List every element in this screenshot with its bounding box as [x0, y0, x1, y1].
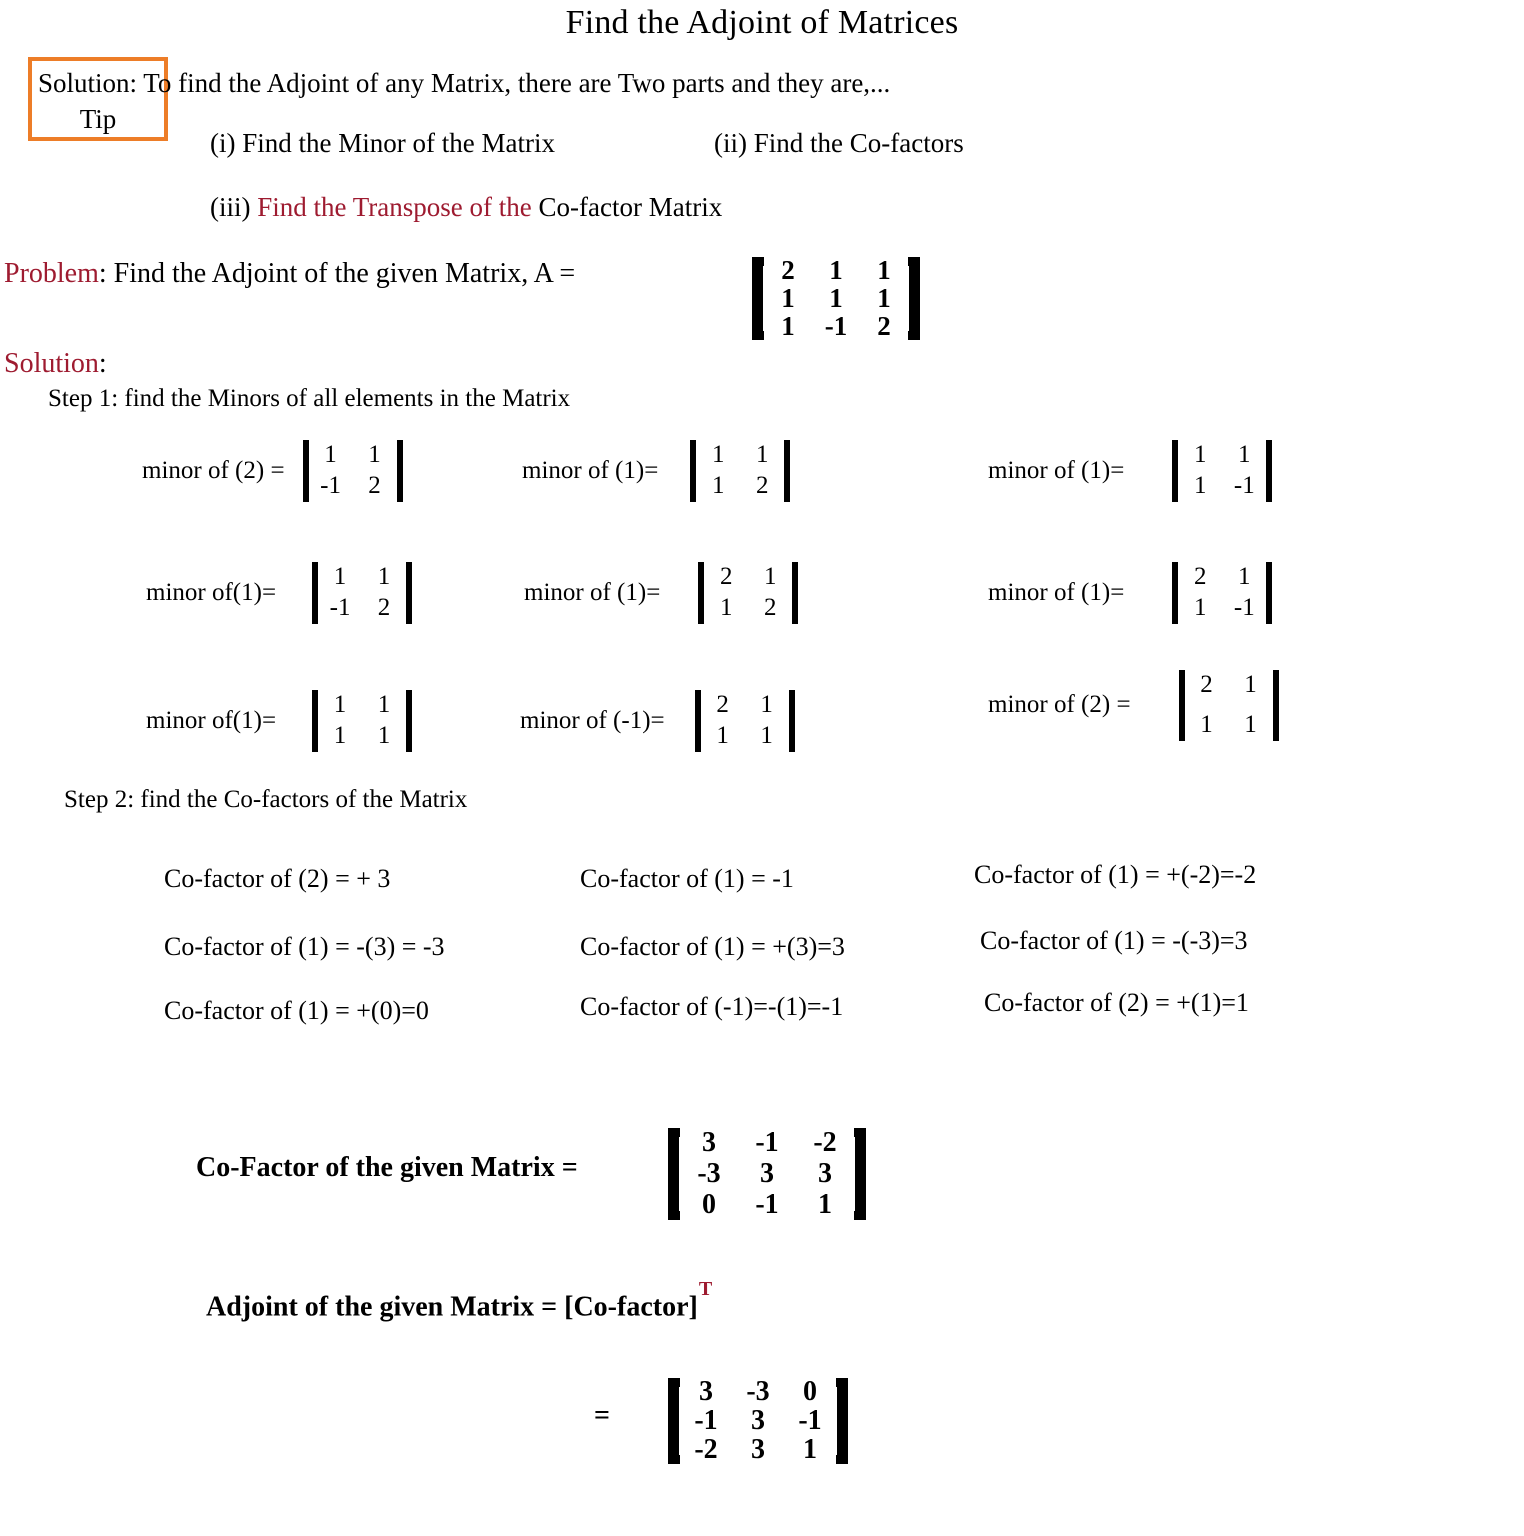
minor-item: [988, 562, 1272, 624]
determinant-bar-icon: [406, 690, 412, 752]
cofactor-line: Co-factor of (2) = + 3: [164, 864, 391, 893]
determinant-cell: 1: [1238, 441, 1251, 468]
matrix-cell: 3: [760, 1157, 774, 1189]
matrix-cell: 1: [877, 282, 891, 313]
determinant-bar-icon: [1273, 670, 1279, 741]
tip-label: Tip: [79, 104, 117, 134]
table-row: [318, 593, 406, 624]
minor-label: minor of (1)=: [988, 578, 1125, 606]
equals-sign: =: [594, 1400, 610, 1431]
determinant-cell: 1: [1244, 710, 1257, 738]
table-row: [309, 440, 397, 471]
determinant-cell: 1: [712, 471, 725, 499]
matrix-a: [752, 257, 920, 340]
left-bracket-icon: [752, 257, 764, 340]
problem-label: Problem: [4, 258, 99, 289]
determinant-grid: [704, 562, 792, 624]
determinant-grid: [1178, 562, 1266, 624]
determinant-grid: [318, 562, 406, 624]
table-row: [318, 721, 406, 752]
matrix-cell: 1: [818, 1188, 832, 1220]
determinant-bar-icon: [1266, 440, 1272, 502]
determinant-cell: 2: [368, 471, 381, 499]
table-row: [764, 282, 908, 313]
determinant-bar-icon: [1266, 562, 1272, 624]
determinant-cell: 1: [1200, 710, 1213, 738]
determinant-cell: 1: [368, 441, 381, 468]
matrix-cell: 3: [702, 1127, 716, 1158]
determinant: [303, 440, 403, 502]
adjoint-title: [206, 1278, 713, 1323]
matrix-a-grid: [764, 257, 908, 340]
matrix-cell: -3: [697, 1157, 721, 1189]
determinant: [312, 562, 412, 624]
determinant-bar-icon: [397, 440, 403, 502]
determinant-cell: 2: [756, 471, 769, 499]
determinant-cell: 1: [1238, 563, 1251, 590]
adjoint-matrix-grid: [680, 1378, 836, 1464]
determinant: [1179, 670, 1279, 741]
problem-text: : Find the Adjoint of the given Matrix, A =: [98, 258, 576, 289]
determinant-cell: 1: [712, 441, 725, 468]
table-row: [1178, 471, 1266, 502]
determinant-cell: -1: [1233, 471, 1255, 499]
cofactor-line: Co-factor of (-1)=-(1)=-1: [580, 992, 844, 1021]
determinant-cell: 2: [1194, 563, 1207, 590]
part-iii-number: (iii): [210, 192, 258, 222]
determinant-cell: 2: [377, 593, 391, 621]
right-bracket-icon: [908, 257, 920, 340]
matrix-cell: 3: [818, 1157, 832, 1189]
matrix-cell: -1: [694, 1404, 718, 1436]
matrix-cell: 0: [803, 1376, 817, 1407]
matrix-cell: -2: [813, 1127, 837, 1158]
minor-label: minor of (1)=: [522, 456, 659, 484]
transpose-superscript: T: [698, 1278, 713, 1300]
minor-item: [522, 440, 790, 502]
determinant-bar-icon: [406, 562, 412, 624]
cofactor-line: Co-factor of (1) = +(0)=0: [164, 996, 429, 1025]
step-part-ii: (ii) Find the Co-factors: [714, 128, 964, 158]
matrix-cell: 2: [877, 310, 891, 341]
cofactor-matrix-grid: [680, 1128, 854, 1220]
table-row: [680, 1404, 836, 1436]
determinant-cell: 1: [1244, 671, 1257, 698]
solution-intro-sentence: : To find the Adjoint of any Matrix, there are Two parts and they are,...: [129, 68, 891, 98]
table-row: [704, 562, 792, 593]
matrix-cell: 1: [803, 1433, 817, 1465]
minor-item: [988, 440, 1272, 502]
determinant: [1172, 440, 1272, 502]
determinant-cell: 1: [760, 721, 773, 749]
solution-intro-line: [38, 68, 890, 99]
determinant-cell: 2: [716, 691, 729, 718]
adjoint-title-text: Adjoint of the given Matrix = [Co-factor]: [206, 1291, 698, 1323]
solution-intro-label: Solution: [38, 68, 130, 98]
determinant-cell: 1: [1194, 593, 1207, 621]
right-bracket-icon: [854, 1128, 866, 1220]
matrix-cell: 3: [751, 1404, 765, 1436]
table-row: [1185, 670, 1273, 710]
right-bracket-icon: [836, 1378, 848, 1464]
determinant-cell: 1: [760, 691, 773, 718]
minor-item: [988, 670, 1279, 741]
determinant-cell: 1: [333, 721, 347, 749]
determinant-cell: 1: [716, 721, 729, 749]
cofactor-line: Co-factor of (2) = +(1)=1: [984, 988, 1249, 1017]
step2-heading: Step 2: find the Co-factors of the Matrix: [64, 786, 468, 813]
determinant-grid: [318, 690, 406, 752]
left-bracket-icon: [668, 1378, 680, 1464]
matrix-cell: 1: [829, 282, 843, 313]
determinant-bar-icon: [792, 562, 798, 624]
table-row: [1178, 440, 1266, 471]
cofactor-matrix-container: [668, 1128, 866, 1220]
solution-colon: :: [98, 348, 107, 379]
matrix-cell: 1: [829, 255, 843, 285]
cofactor-matrix: [668, 1128, 866, 1220]
determinant-cell: -1: [1233, 593, 1255, 621]
table-row: [1178, 593, 1266, 624]
table-row: [701, 690, 789, 721]
table-row: [701, 721, 789, 752]
table-row: [680, 1128, 854, 1159]
determinant-cell: 1: [377, 691, 391, 718]
adjoint-matrix-container: [668, 1378, 848, 1464]
minor-label: minor of (1)=: [988, 456, 1125, 484]
determinant-grid: [1185, 670, 1273, 741]
minor-item: [146, 562, 412, 624]
cofactor-matrix-title: Co-Factor of the given Matrix =: [196, 1152, 578, 1183]
page-title: Find the Adjoint of Matrices: [565, 4, 959, 41]
step1-heading: Step 1: find the Minors of all elements in the Matrix: [48, 385, 571, 412]
table-row: [680, 1433, 836, 1465]
minor-label: minor of (-1)=: [520, 706, 665, 734]
table-row: [704, 593, 792, 624]
minor-label: minor of(1)=: [146, 578, 277, 606]
matrix-cell: -2: [694, 1433, 718, 1465]
determinant-grid: [309, 440, 397, 502]
matrix-cell: -1: [824, 310, 848, 341]
determinant-cell: 1: [720, 593, 733, 621]
cofactor-line: Co-factor of (1) = +(3)=3: [580, 932, 845, 961]
solution-heading: [4, 348, 107, 380]
minor-label: minor of(1)=: [146, 706, 277, 734]
table-row: [764, 257, 908, 285]
step-part-i: (i) Find the Minor of the Matrix: [210, 128, 555, 158]
minor-label: minor of (1)=: [524, 578, 661, 606]
table-row: [680, 1190, 854, 1221]
matrix-cell: 1: [877, 255, 891, 285]
table-row: [680, 1159, 854, 1190]
determinant-cell: 2: [1200, 671, 1213, 698]
determinant-cell: 1: [1194, 441, 1207, 468]
solution-label: Solution: [4, 348, 99, 379]
determinant-cell: 1: [324, 441, 337, 468]
determinant: [1172, 562, 1272, 624]
part-iii-rest: Co-factor Matrix: [531, 192, 723, 222]
determinant: [312, 690, 412, 752]
determinant-cell: 1: [333, 691, 347, 718]
table-row: [696, 440, 784, 471]
determinant-cell: 1: [764, 563, 777, 590]
determinant-cell: 2: [764, 593, 777, 621]
cofactor-line: Co-factor of (1) = -(3) = -3: [164, 932, 445, 961]
table-row: [680, 1378, 836, 1407]
matrix-cell: 1: [781, 282, 795, 313]
matrix-cell: -3: [746, 1376, 770, 1407]
matrix-cell: 3: [751, 1433, 765, 1465]
matrix-cell: -1: [755, 1127, 779, 1158]
determinant-cell: 1: [377, 563, 391, 590]
determinant-cell: 1: [377, 721, 391, 749]
matrix-cell: 1: [781, 310, 795, 341]
table-row: [309, 471, 397, 502]
cofactor-line: Co-factor of (1) = +(-2)=-2: [974, 860, 1257, 889]
matrix-cell: -1: [755, 1188, 779, 1220]
cofactor-line: Co-factor of (1) = -(-3)=3: [980, 926, 1248, 955]
matrix-cell: 2: [781, 255, 795, 285]
determinant: [695, 690, 795, 752]
table-row: [696, 471, 784, 502]
table-row: [318, 562, 406, 593]
determinant-bar-icon: [789, 690, 795, 752]
minor-label: minor of (2) =: [142, 456, 285, 484]
minor-item: [142, 440, 403, 502]
minor-item: [520, 690, 795, 752]
table-row: [318, 690, 406, 721]
table-row: [1178, 562, 1266, 593]
part-iii-highlight: Find the Transpose of the: [257, 192, 532, 222]
table-row: [764, 310, 908, 341]
determinant-cell: -1: [320, 471, 341, 499]
determinant-grid: [696, 440, 784, 502]
minor-label: minor of (2) =: [988, 691, 1131, 719]
determinant-cell: 1: [756, 441, 769, 468]
determinant: [690, 440, 790, 502]
matrix-cell: 3: [699, 1376, 713, 1407]
determinant-cell: -1: [329, 593, 351, 621]
minor-item: [146, 690, 412, 752]
table-row: [1185, 710, 1273, 741]
adjoint-matrix: [668, 1378, 848, 1464]
determinant-bar-icon: [784, 440, 790, 502]
matrix-cell: -1: [798, 1404, 822, 1436]
cofactor-line: Co-factor of (1) = -1: [580, 864, 794, 893]
left-bracket-icon: [668, 1128, 680, 1220]
determinant: [698, 562, 798, 624]
determinant-grid: [701, 690, 789, 752]
problem-statement: [4, 258, 575, 290]
minor-item: [524, 562, 798, 624]
matrix-cell: 0: [702, 1188, 716, 1220]
determinant-cell: 1: [333, 563, 347, 590]
determinant-cell: 1: [1194, 471, 1207, 499]
determinant-grid: [1178, 440, 1266, 502]
determinant-cell: 2: [720, 563, 733, 590]
matrix-a-container: [752, 257, 920, 340]
step-part-iii: [210, 192, 722, 223]
